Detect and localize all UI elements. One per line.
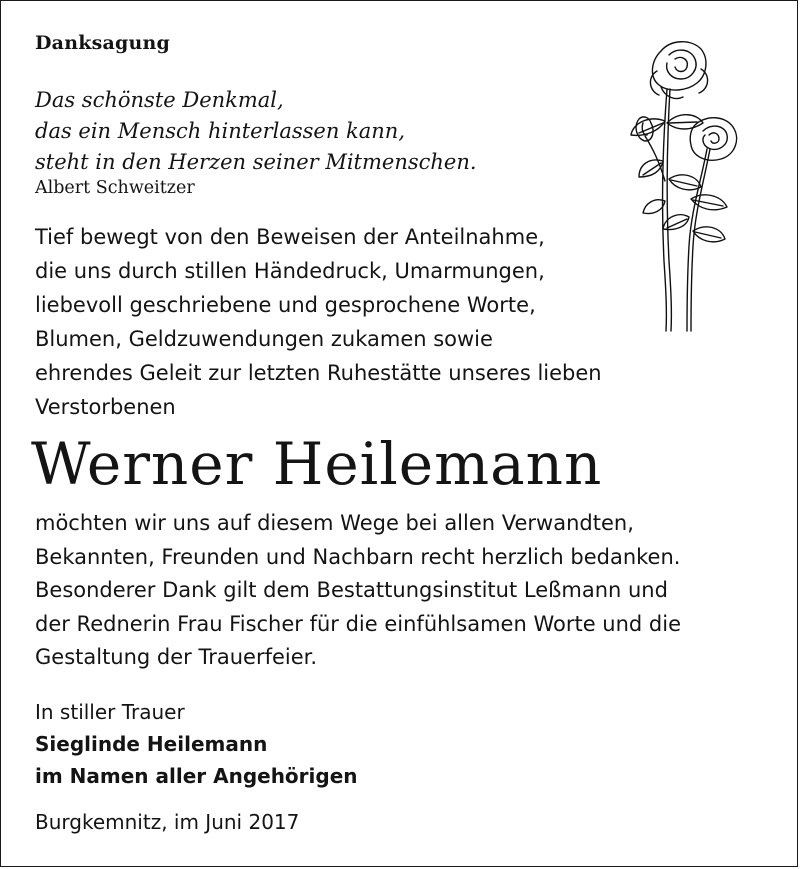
roses-illustration [609,31,749,341]
intro-line: Tief bewegt von den Beweisen der Anteilnahme, [35,225,545,249]
intro-text [35,220,602,424]
body-line: Gestaltung der Trauerfeier. [35,645,318,669]
intro-line: die uns durch stillen Händedruck, Umarmungen, [35,259,545,283]
thank-you-text [35,507,681,675]
deceased-name: Werner Heilemann [31,430,603,498]
closing-line: In stiller Trauer [35,700,185,724]
notice-heading: Danksagung [35,32,170,54]
quote-author: Albert Schweitzer [35,178,195,198]
closing-block [35,696,358,792]
signer-relation: im Namen aller Angehörigen [35,764,358,788]
body-line: möchten wir uns auf diesem Wege bei allen Verwandten, [35,511,634,535]
body-line: Besonderer Dank gilt dem Bestattungsinstitut Leßmann und [35,578,668,602]
quote [35,85,477,178]
place-and-date: Burgkemnitz, im Juni 2017 [35,810,300,834]
quote-line: Das schönste Denkmal, [35,88,284,112]
intro-line: ehrendes Geleit zur letzten Ruhestätte unseres lieben [35,361,602,385]
intro-line: liebevoll geschriebene und gesprochene Worte, [35,293,536,317]
intro-line: Verstorbenen [35,395,176,419]
body-line: der Rednerin Frau Fischer für die einfühlsamen Worte und die [35,611,681,636]
signer-name: Sieglinde Heilemann [35,732,268,756]
quote-line: steht in den Herzen seiner Mitmenschen. [35,150,477,174]
intro-line: Blumen, Geldzuwendungen zukamen sowie [35,327,493,351]
quote-line: das ein Mensch hinterlassen kann, [35,119,406,143]
body-line: Bekannten, Freunden und Nachbarn recht herzlich bedanken. [35,544,681,569]
